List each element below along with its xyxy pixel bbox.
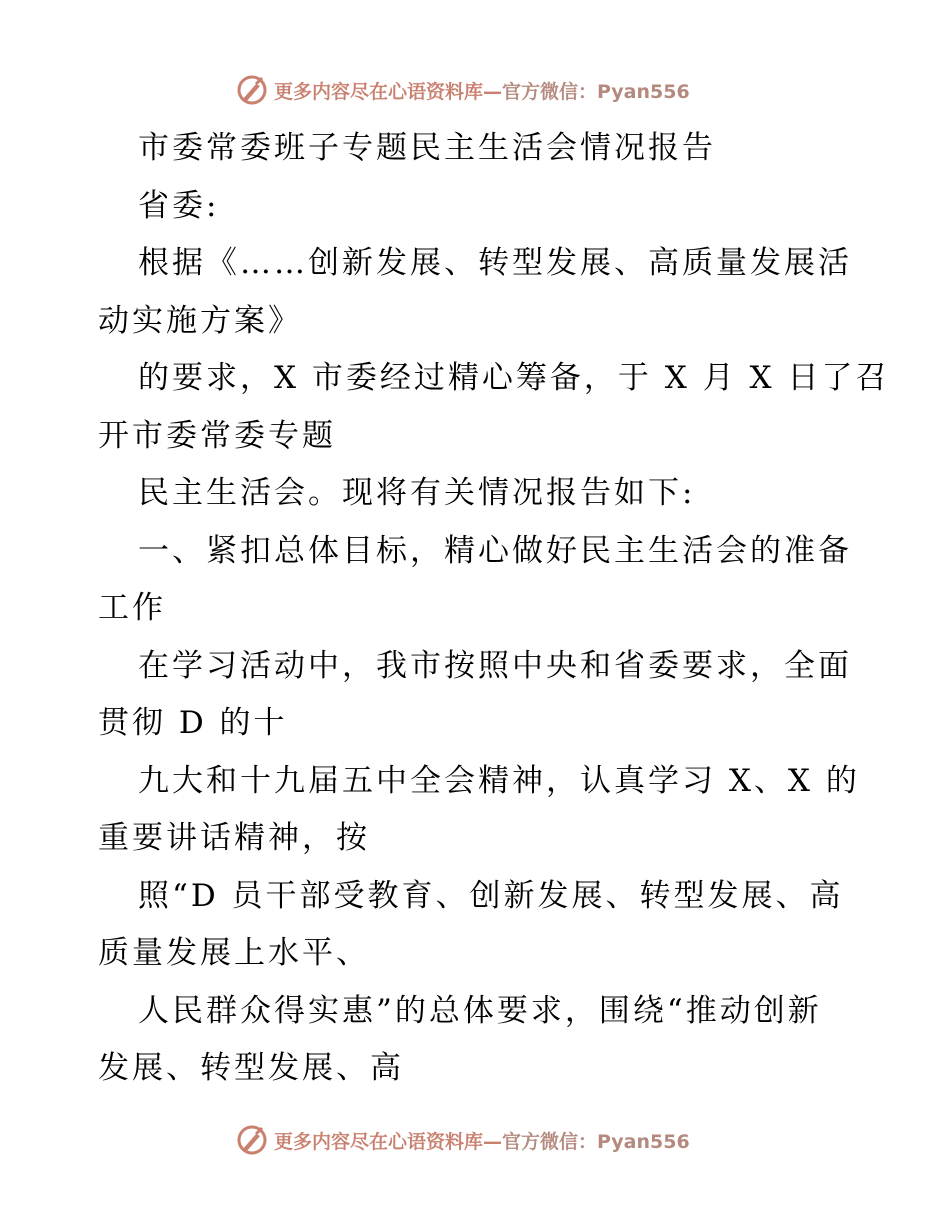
paragraph-line: 根据《……创新发展、转型发展、高质量发展活 <box>138 245 852 281</box>
document-title: 市委常委班子专题民主生活会情况报告 <box>138 130 716 166</box>
paragraph-line: 人民群众得实惠”的总体要求，围绕“推动创新 <box>138 992 822 1029</box>
pen-circle-logo-icon <box>236 74 268 106</box>
paragraph-line: 贯彻 D 的十 <box>98 705 288 741</box>
paragraph-line: 九大和十九届五中全会精神，认真学习 X、X 的 <box>138 762 860 799</box>
paragraph-line: 动实施方案》 <box>98 302 302 339</box>
paragraph-line: 质量发展上水平、 <box>98 935 370 971</box>
paragraph-line: 民主生活会。现将有关情况报告如下: <box>138 475 696 511</box>
salutation: 省委: <box>138 187 220 224</box>
pen-circle-logo-icon <box>236 1124 268 1156</box>
watermark-wechat: 官方微信：Pyan556 <box>502 80 690 103</box>
paragraph-line: 的要求，X 市委经过精心筹备，于 X 月 X 日了召 <box>138 360 890 396</box>
paragraph-line: 在学习活动中，我市按照中央和省委要求，全面 <box>138 647 852 684</box>
section-heading-cont: 工作 <box>98 590 166 626</box>
header-watermark-banner <box>236 72 690 108</box>
watermark-wechat: 官方微信：Pyan556 <box>502 1130 690 1153</box>
section-heading: 一、紧扣总体目标，精心做好民主生活会的准备 <box>138 532 852 569</box>
footer-watermark-banner <box>236 1122 690 1158</box>
paragraph-line: 开市委常委专题 <box>98 417 336 454</box>
paragraph-line: 照“D 员干部受教育、创新发展、转型发展、高 <box>138 877 844 914</box>
paragraph-line: 重要讲话精神，按 <box>98 820 370 856</box>
watermark-text: 更多内容尽在心语资料库—官方微信：Pyan556 <box>274 1130 690 1153</box>
document-body <box>98 120 890 1098</box>
paragraph-line: 发展、转型发展、高 <box>98 1050 404 1086</box>
watermark-text: 更多内容尽在心语资料库—官方微信：Pyan556 <box>274 80 690 103</box>
